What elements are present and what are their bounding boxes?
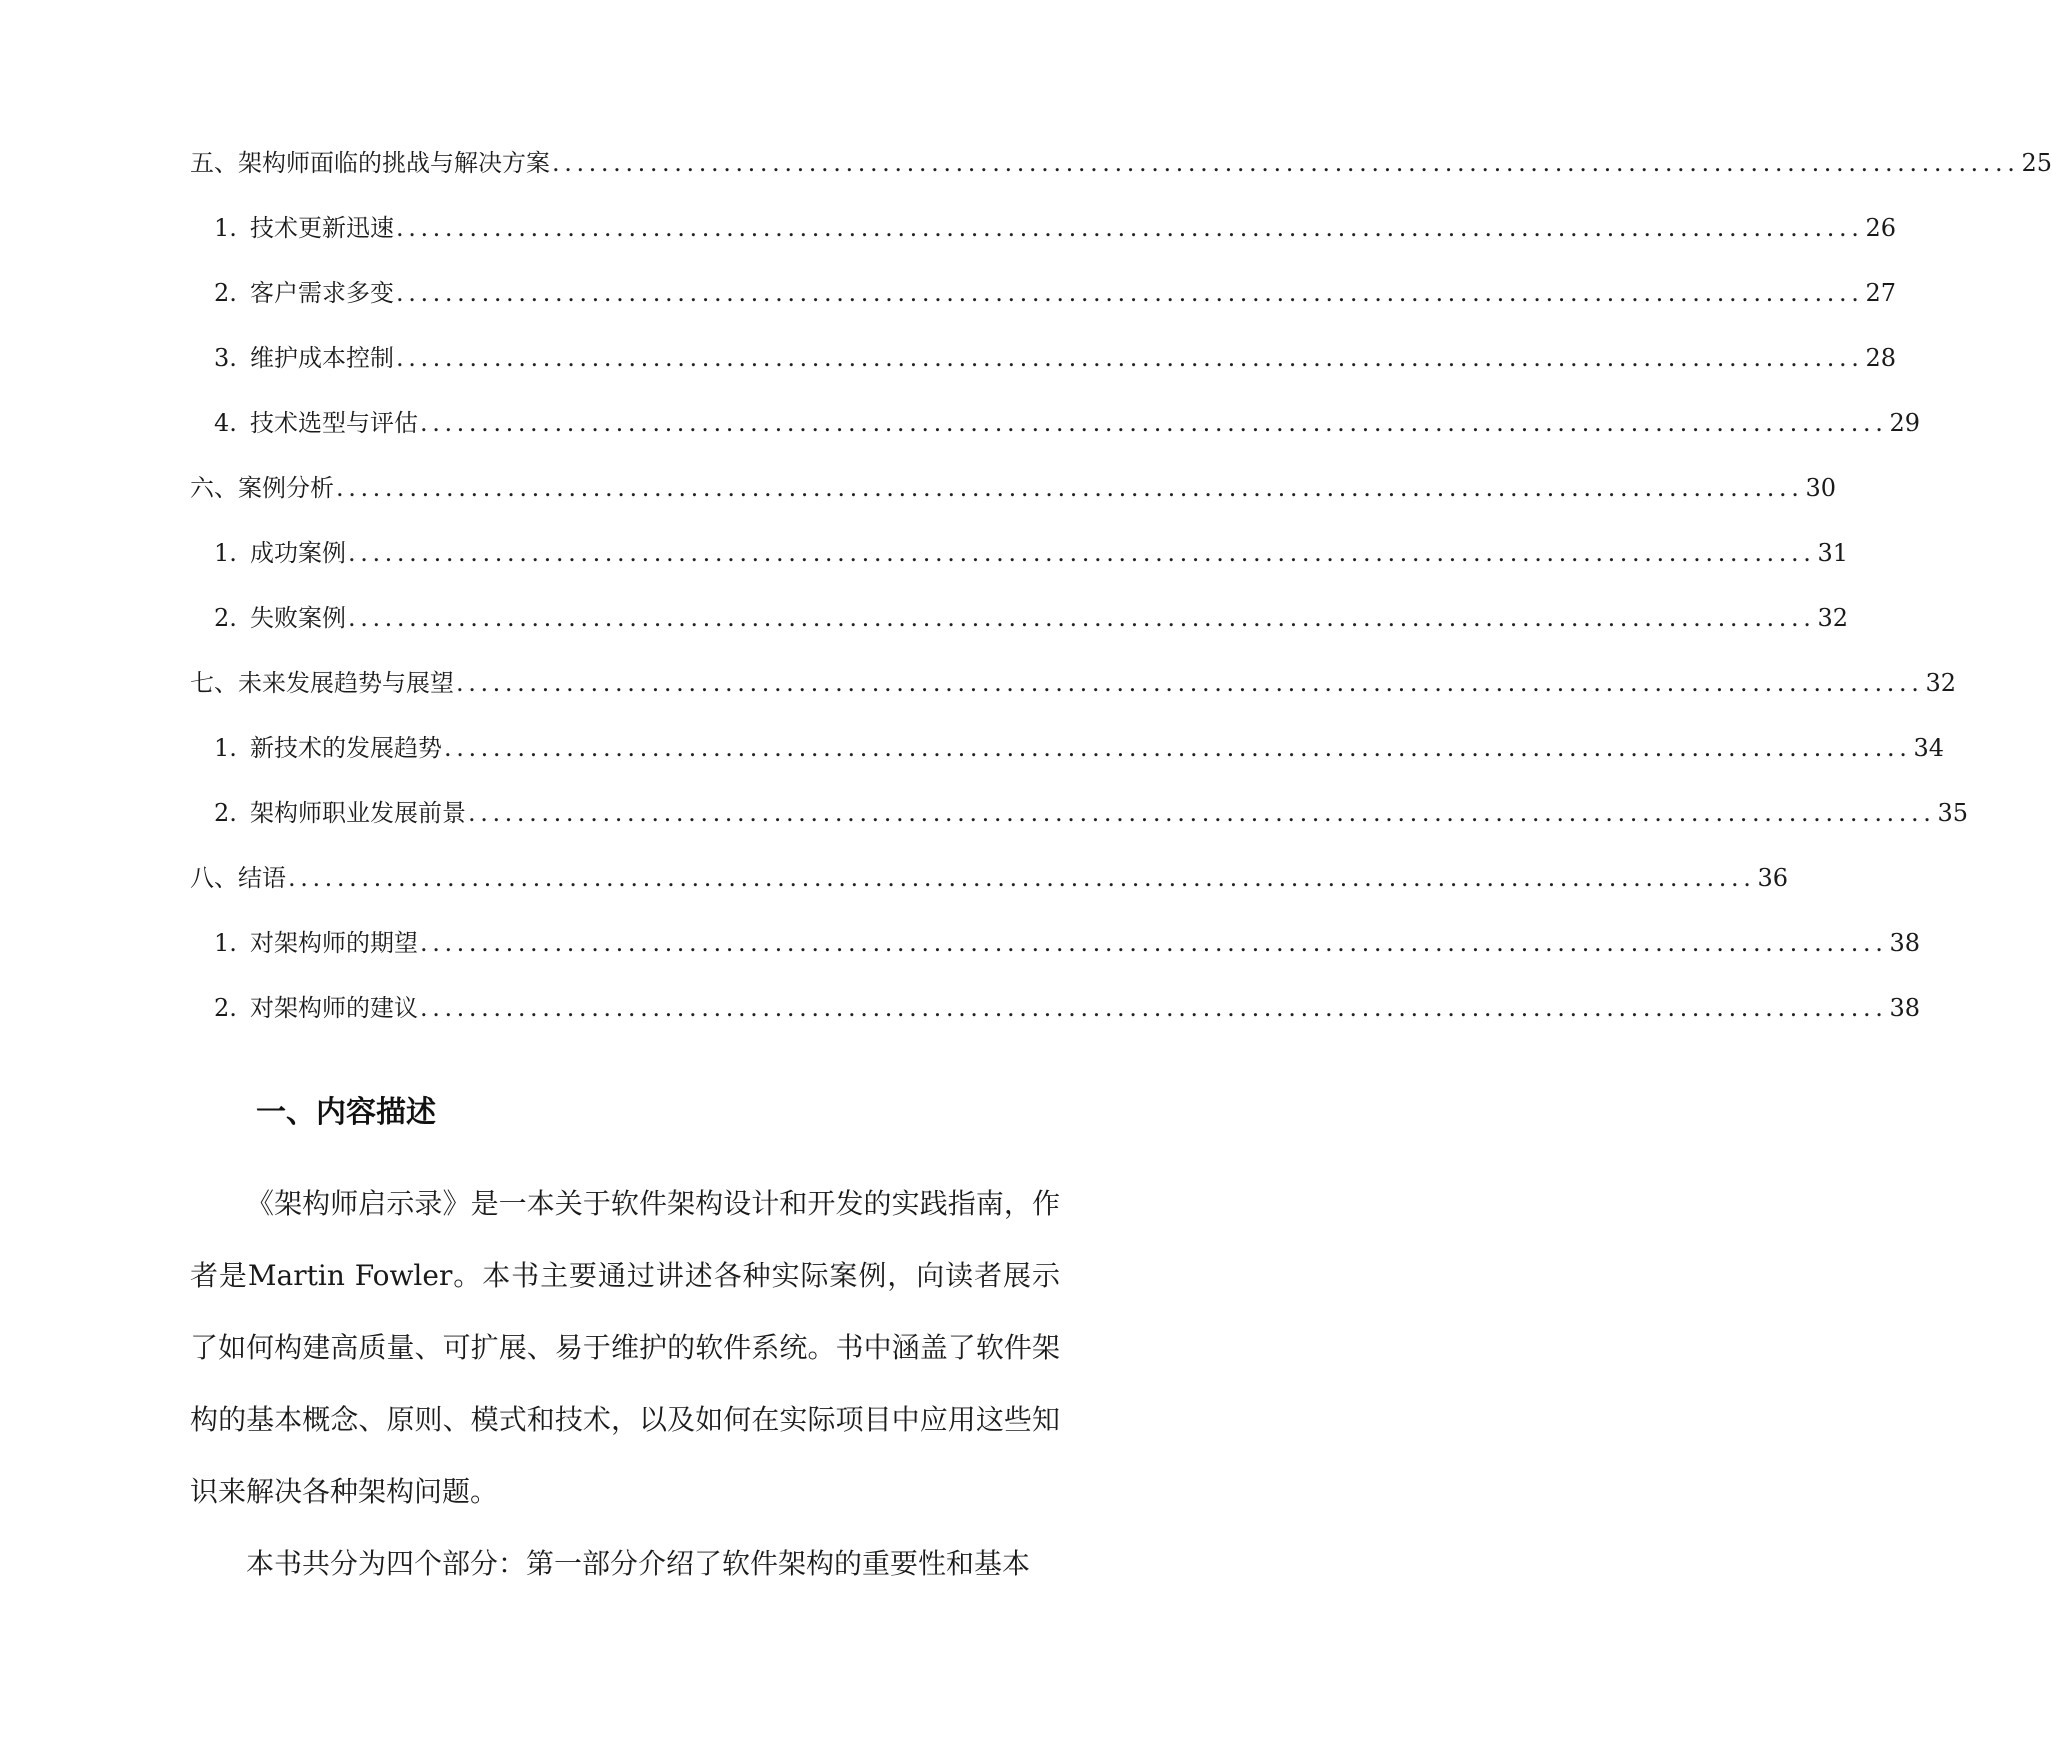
toc-entry-page: 29: [1889, 409, 1921, 437]
toc-entry-page: 26: [1865, 214, 1897, 242]
toc-entry-text: 客户需求多变: [250, 279, 394, 307]
toc-entry[interactable]: [214, 731, 1945, 796]
toc-entry[interactable]: [214, 211, 1897, 276]
body-paragraph: 《架构师启示录》是一本关于软件架构设计和开发的实践指南，作者是Martin Fowler。本书主要通过讲述各种实际案例，向读者展示了如何构建高质量、可扩展、易于维护的软件系统。书中涵盖了软件架构的基本概念、原则、模式和技术，以及如何在实际项目中应用这些知识来解决各种架构问题。: [190, 1187, 1060, 1508]
toc-entry-number: 2.: [214, 994, 237, 1022]
toc-leader-dots: ........................................................................................................................: [420, 929, 1888, 957]
toc-entry-text: 技术选型与评估: [250, 409, 418, 437]
toc-entry-text: 架构师职业发展前景: [250, 799, 466, 827]
toc-entry-number: 4.: [214, 409, 237, 437]
toc-entry-page: 25: [2021, 149, 2052, 177]
toc-entry[interactable]: [214, 926, 1921, 991]
toc-leader-dots: ........................................................................................................................: [552, 149, 2020, 177]
toc-entry-page: 38: [1889, 929, 1921, 957]
toc-entry[interactable]: [214, 991, 1921, 1056]
toc-entry-text: 对架构师的期望: [250, 929, 418, 957]
toc-leader-dots: ........................................................................................................................: [420, 409, 1888, 437]
toc-entry-label: [214, 731, 442, 765]
toc-leader-dots: ........................................................................................................................: [396, 279, 1864, 307]
toc-entry-text: 技术更新迅速: [250, 214, 394, 242]
toc-entry-label: [214, 601, 346, 635]
toc-entry-page: 38: [1889, 994, 1921, 1022]
toc-entry-number: 2.: [214, 604, 237, 632]
table-of-contents: [190, 146, 2052, 1056]
toc-leader-dots: ........................................................................................................................: [396, 214, 1864, 242]
toc-entry[interactable]: [214, 406, 1921, 471]
toc-entry-label: [214, 276, 394, 310]
toc-entry-label: [214, 991, 418, 1025]
toc-entry-text: 对架构师的建议: [250, 994, 418, 1022]
toc-leader-dots: ........................................................................................................................: [444, 734, 1912, 762]
toc-entry-page: 32: [1817, 604, 1849, 632]
toc-entry-page: 27: [1865, 279, 1897, 307]
toc-entry-label: 五、架构师面临的挑战与解决方案: [190, 149, 550, 177]
toc-entry-page: 32: [1925, 669, 1957, 697]
toc-entry-number: 1.: [214, 214, 237, 242]
toc-entry-text: 成功案例: [250, 539, 346, 567]
toc-entry-text: 新技术的发展趋势: [250, 734, 442, 762]
toc-entry-number: 2.: [214, 799, 237, 827]
toc-entry[interactable]: [214, 796, 1969, 861]
toc-entry-page: 30: [1805, 474, 1837, 502]
toc-entry[interactable]: [214, 341, 1897, 406]
toc-entry[interactable]: [190, 666, 1957, 731]
toc-entry[interactable]: [190, 861, 1789, 926]
toc-entry-label: 六、案例分析: [190, 474, 334, 502]
toc-entry-page: 36: [1757, 864, 1789, 892]
toc-leader-dots: ........................................................................................................................: [348, 604, 1816, 632]
toc-entry-text: 维护成本控制: [250, 344, 394, 372]
toc-entry-page: 31: [1817, 539, 1849, 567]
toc-leader-dots: ........................................................................................................................: [336, 474, 1804, 502]
toc-entry-number: 1.: [214, 734, 237, 762]
toc-leader-dots: ........................................................................................................................: [420, 994, 1888, 1022]
toc-entry[interactable]: [214, 276, 1897, 341]
toc-entry-label: [214, 341, 394, 375]
toc-leader-dots: ........................................................................................................................: [468, 799, 1936, 827]
toc-entry-number: 1.: [214, 929, 237, 957]
toc-leader-dots: ........................................................................................................................: [456, 669, 1924, 697]
toc-leader-dots: ........................................................................................................................: [396, 344, 1864, 372]
toc-entry-label: [214, 796, 466, 830]
toc-entry[interactable]: [214, 601, 1849, 666]
toc-entry-text: 失败案例: [250, 604, 346, 632]
toc-entry-page: 28: [1865, 344, 1897, 372]
body-paragraph: 本书共分为四个部分：第一部分介绍了软件架构的重要性和基本: [246, 1547, 1031, 1580]
toc-entry-number: 3.: [214, 344, 237, 372]
toc-leader-dots: ........................................................................................................................: [348, 539, 1816, 567]
toc-entry-page: 34: [1913, 734, 1945, 762]
section-heading: 一、内容描述: [256, 1095, 436, 1130]
toc-entry-page: 35: [1937, 799, 1969, 827]
toc-entry-number: 1.: [214, 539, 237, 567]
toc-entry[interactable]: [190, 146, 2052, 211]
toc-entry[interactable]: [214, 536, 1849, 601]
toc-entry-label: [214, 536, 346, 570]
toc-entry-number: 2.: [214, 279, 237, 307]
toc-entry-label: 七、未来发展趋势与展望: [190, 669, 454, 697]
toc-entry-label: [214, 211, 394, 245]
toc-entry-label: [214, 926, 418, 960]
toc-entry-label: 八、结语: [190, 864, 286, 892]
toc-entry[interactable]: [190, 471, 1837, 536]
toc-entry-label: [214, 406, 418, 440]
section-body: [190, 1168, 1060, 1600]
toc-leader-dots: ........................................................................................................................: [288, 864, 1756, 892]
